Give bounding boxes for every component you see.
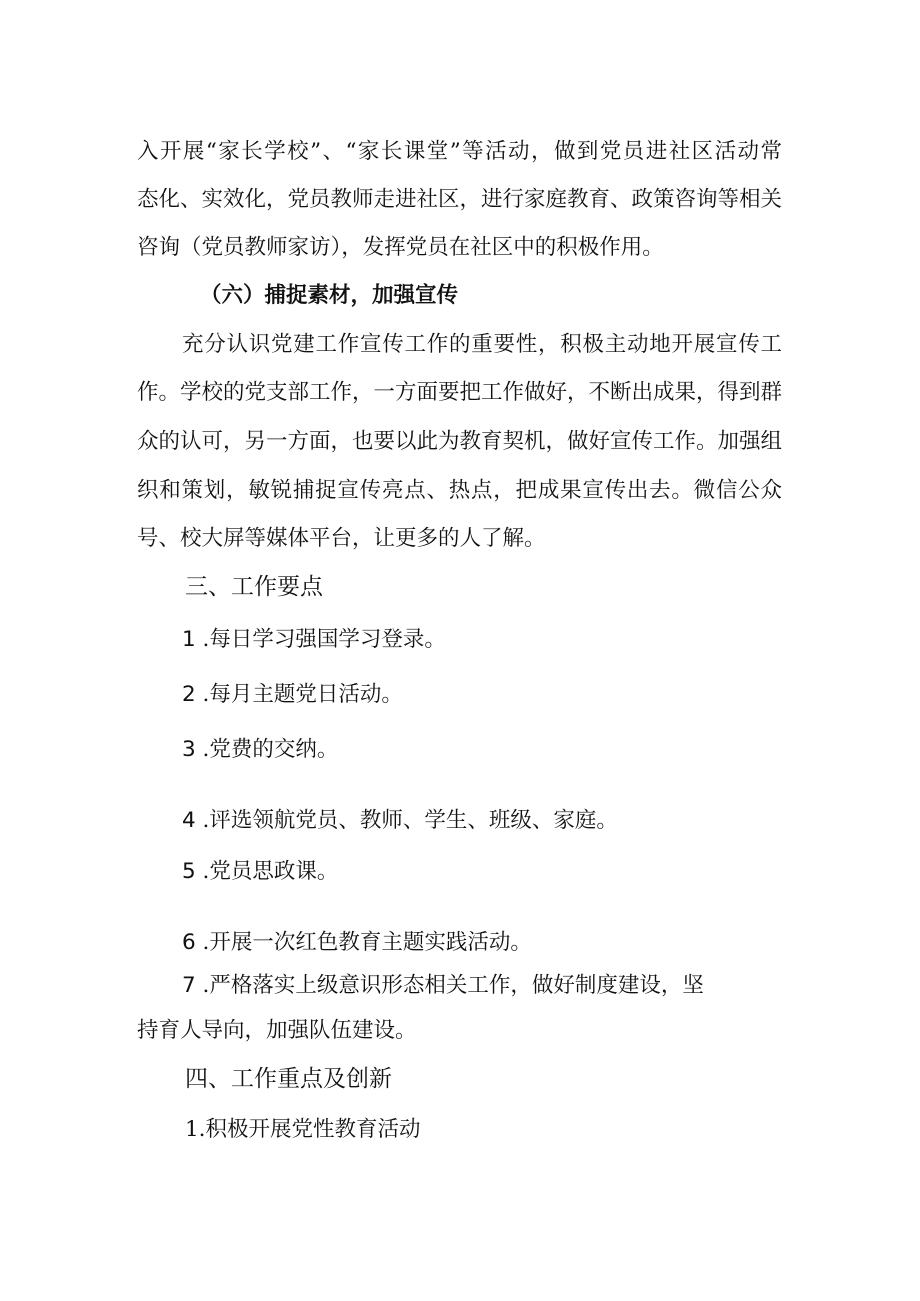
list-item-number: 3 xyxy=(182,737,196,762)
section-heading: 四、工作重点及创新 xyxy=(185,1066,392,1092)
paragraph-line: 作。学校的党支部工作，一方面要把工作做好，不断出成果，得到群 xyxy=(137,380,783,405)
paragraph-line: 充分认识党建工作宣传工作的重要性，积极主动地开展宣传工 xyxy=(182,332,782,357)
list-item-continuation: 持育人导向，加强队伍建设。 xyxy=(137,1018,417,1043)
list-item-text: .评选领航党员、教师、学生、班级、家庭。 xyxy=(202,808,618,833)
list-item-text: .党员思政课。 xyxy=(202,859,339,884)
list-item-text: .严格落实上级意识形态相关工作，做好制度建设，坚 xyxy=(202,973,704,998)
list-item xyxy=(182,857,338,887)
list-item-text: .开展一次红色教育主题实践活动。 xyxy=(202,930,532,955)
paragraph-line: 众的认可，另一方面，也要以此为教育契机，做好宣传工作。加强组 xyxy=(137,429,783,454)
paragraph-line: 态化、实效化，党员教师走进社区，进行家庭教育、政策咨询等相关 xyxy=(137,187,783,212)
list-item-text: .每月主题党日活动。 xyxy=(202,682,403,707)
paragraph-line: 号、校大屏等媒体平台，让更多的人了解。 xyxy=(137,526,546,551)
paragraph-line: 入开展“家长学校”、“家长课堂”等活动，做到党员进社区活动常 xyxy=(137,139,782,164)
list-item xyxy=(182,735,338,765)
list-item-number: 2 xyxy=(182,682,196,707)
list-item-number: 1 xyxy=(182,627,196,652)
list-item-number: 6 xyxy=(182,930,196,955)
list-item xyxy=(182,928,532,958)
list-item xyxy=(182,625,446,655)
section-heading: 三、工作要点 xyxy=(185,574,323,600)
paragraph-line: 咨询（党员教师家访），发挥党员在社区中的积极作用。 xyxy=(137,235,664,260)
paragraph-line: 织和策划，敏锐捕捉宣传亮点、热点，把成果宣传出去。微信公众 xyxy=(137,478,782,503)
list-item-number: 4 xyxy=(182,808,196,833)
list-item xyxy=(182,806,618,836)
list-item-number: 5 xyxy=(182,859,196,884)
list-item xyxy=(182,971,704,1001)
subsection-title: （六）捕捉素材，加强宣传 xyxy=(200,283,459,308)
list-item xyxy=(182,680,403,710)
list-item-text: .每日学习强国学习登录。 xyxy=(202,627,446,652)
list-item: 1.积极开展党性教育活动 xyxy=(185,1117,421,1142)
list-item-number: 7 xyxy=(182,973,196,998)
list-item-text: .党费的交纳。 xyxy=(202,737,339,762)
